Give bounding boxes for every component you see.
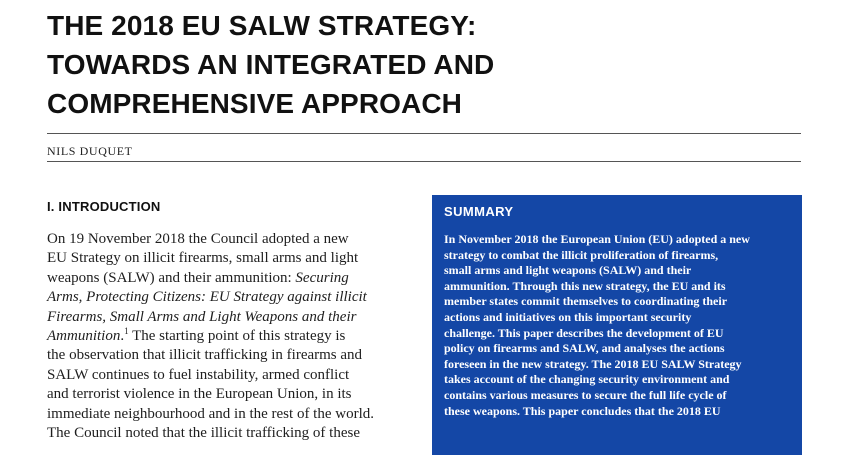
title-line: TOWARDS AN INTEGRATED AND (47, 49, 495, 80)
text-line: The Council noted that the illicit trafficking of these (47, 425, 360, 442)
summary-line: small arms and light weapons (SALW) and their (444, 263, 692, 278)
summary-line: In November 2018 the European Union (EU) adopted a new (444, 232, 750, 246)
summary-line: foreseen in the new strategy. The 2018 EU SALW Strategy (444, 356, 742, 371)
summary-line: actions and initiatives on this important security (444, 309, 692, 324)
author-divider (47, 161, 801, 162)
title-line: THE 2018 EU SALW STRATEGY: (47, 10, 477, 41)
text-run: The starting point of this strategy is (128, 328, 346, 345)
summary-heading: SUMMARY (444, 204, 514, 219)
footnote-ref[interactable]: 1 (124, 326, 129, 337)
title-line: COMPREHENSIVE APPROACH (47, 88, 462, 119)
text-line (47, 269, 419, 288)
summary-line: contains various measures to secure the full life cycle of (444, 387, 727, 402)
summary-line: policy on firearms and SALW, and analyses the actions (444, 341, 725, 356)
publication-title-start: Securing (295, 269, 349, 286)
text-line: and terrorist violence in the European Union, in its (47, 386, 352, 403)
publication-title-line: Firearms, Small Arms and Light Weapons and their (47, 308, 357, 325)
text-line: immediate neighbourhood and in the rest of the world. (47, 405, 375, 422)
paper-title (47, 6, 807, 123)
text-run: weapons (SALW) and their ammunition: (47, 269, 296, 286)
author-name: NILS DUQUET (47, 144, 133, 158)
text-line: On 19 November 2018 the Council adopted a new (47, 231, 349, 247)
summary-line: these weapons. This paper concludes that the 2018 EU (444, 403, 721, 418)
text-line: SALW continues to fuel instability, armed conflict (47, 366, 350, 383)
summary-line: ammunition. Through this new strategy, the EU and its (444, 278, 726, 293)
publication-title-end: Ammunition (47, 328, 121, 345)
summary-text (444, 232, 796, 419)
top-divider (47, 133, 801, 134)
publication-title-line: Arms, Protecting Citizens: EU Strategy against illicit (47, 289, 367, 306)
summary-line: takes account of the changing security environment and (444, 372, 730, 387)
summary-line: strategy to combat the illicit proliferation of firearms, (444, 247, 719, 262)
summary-line: challenge. This paper describes the development of EU (444, 325, 724, 340)
text-line: the observation that illicit trafficking in firearms and (47, 347, 363, 364)
section-heading: I. INTRODUCTION (47, 199, 161, 214)
text-line: EU Strategy on illicit firearms, small arms and light (47, 250, 359, 267)
intro-paragraph (47, 230, 419, 443)
text-line: Ammunition.$^1$ The starting point of this strategy is (47, 326, 346, 345)
text-line (47, 288, 419, 307)
summary-line: member states commit themselves to coordinating their (444, 294, 728, 309)
text-line (47, 308, 419, 327)
